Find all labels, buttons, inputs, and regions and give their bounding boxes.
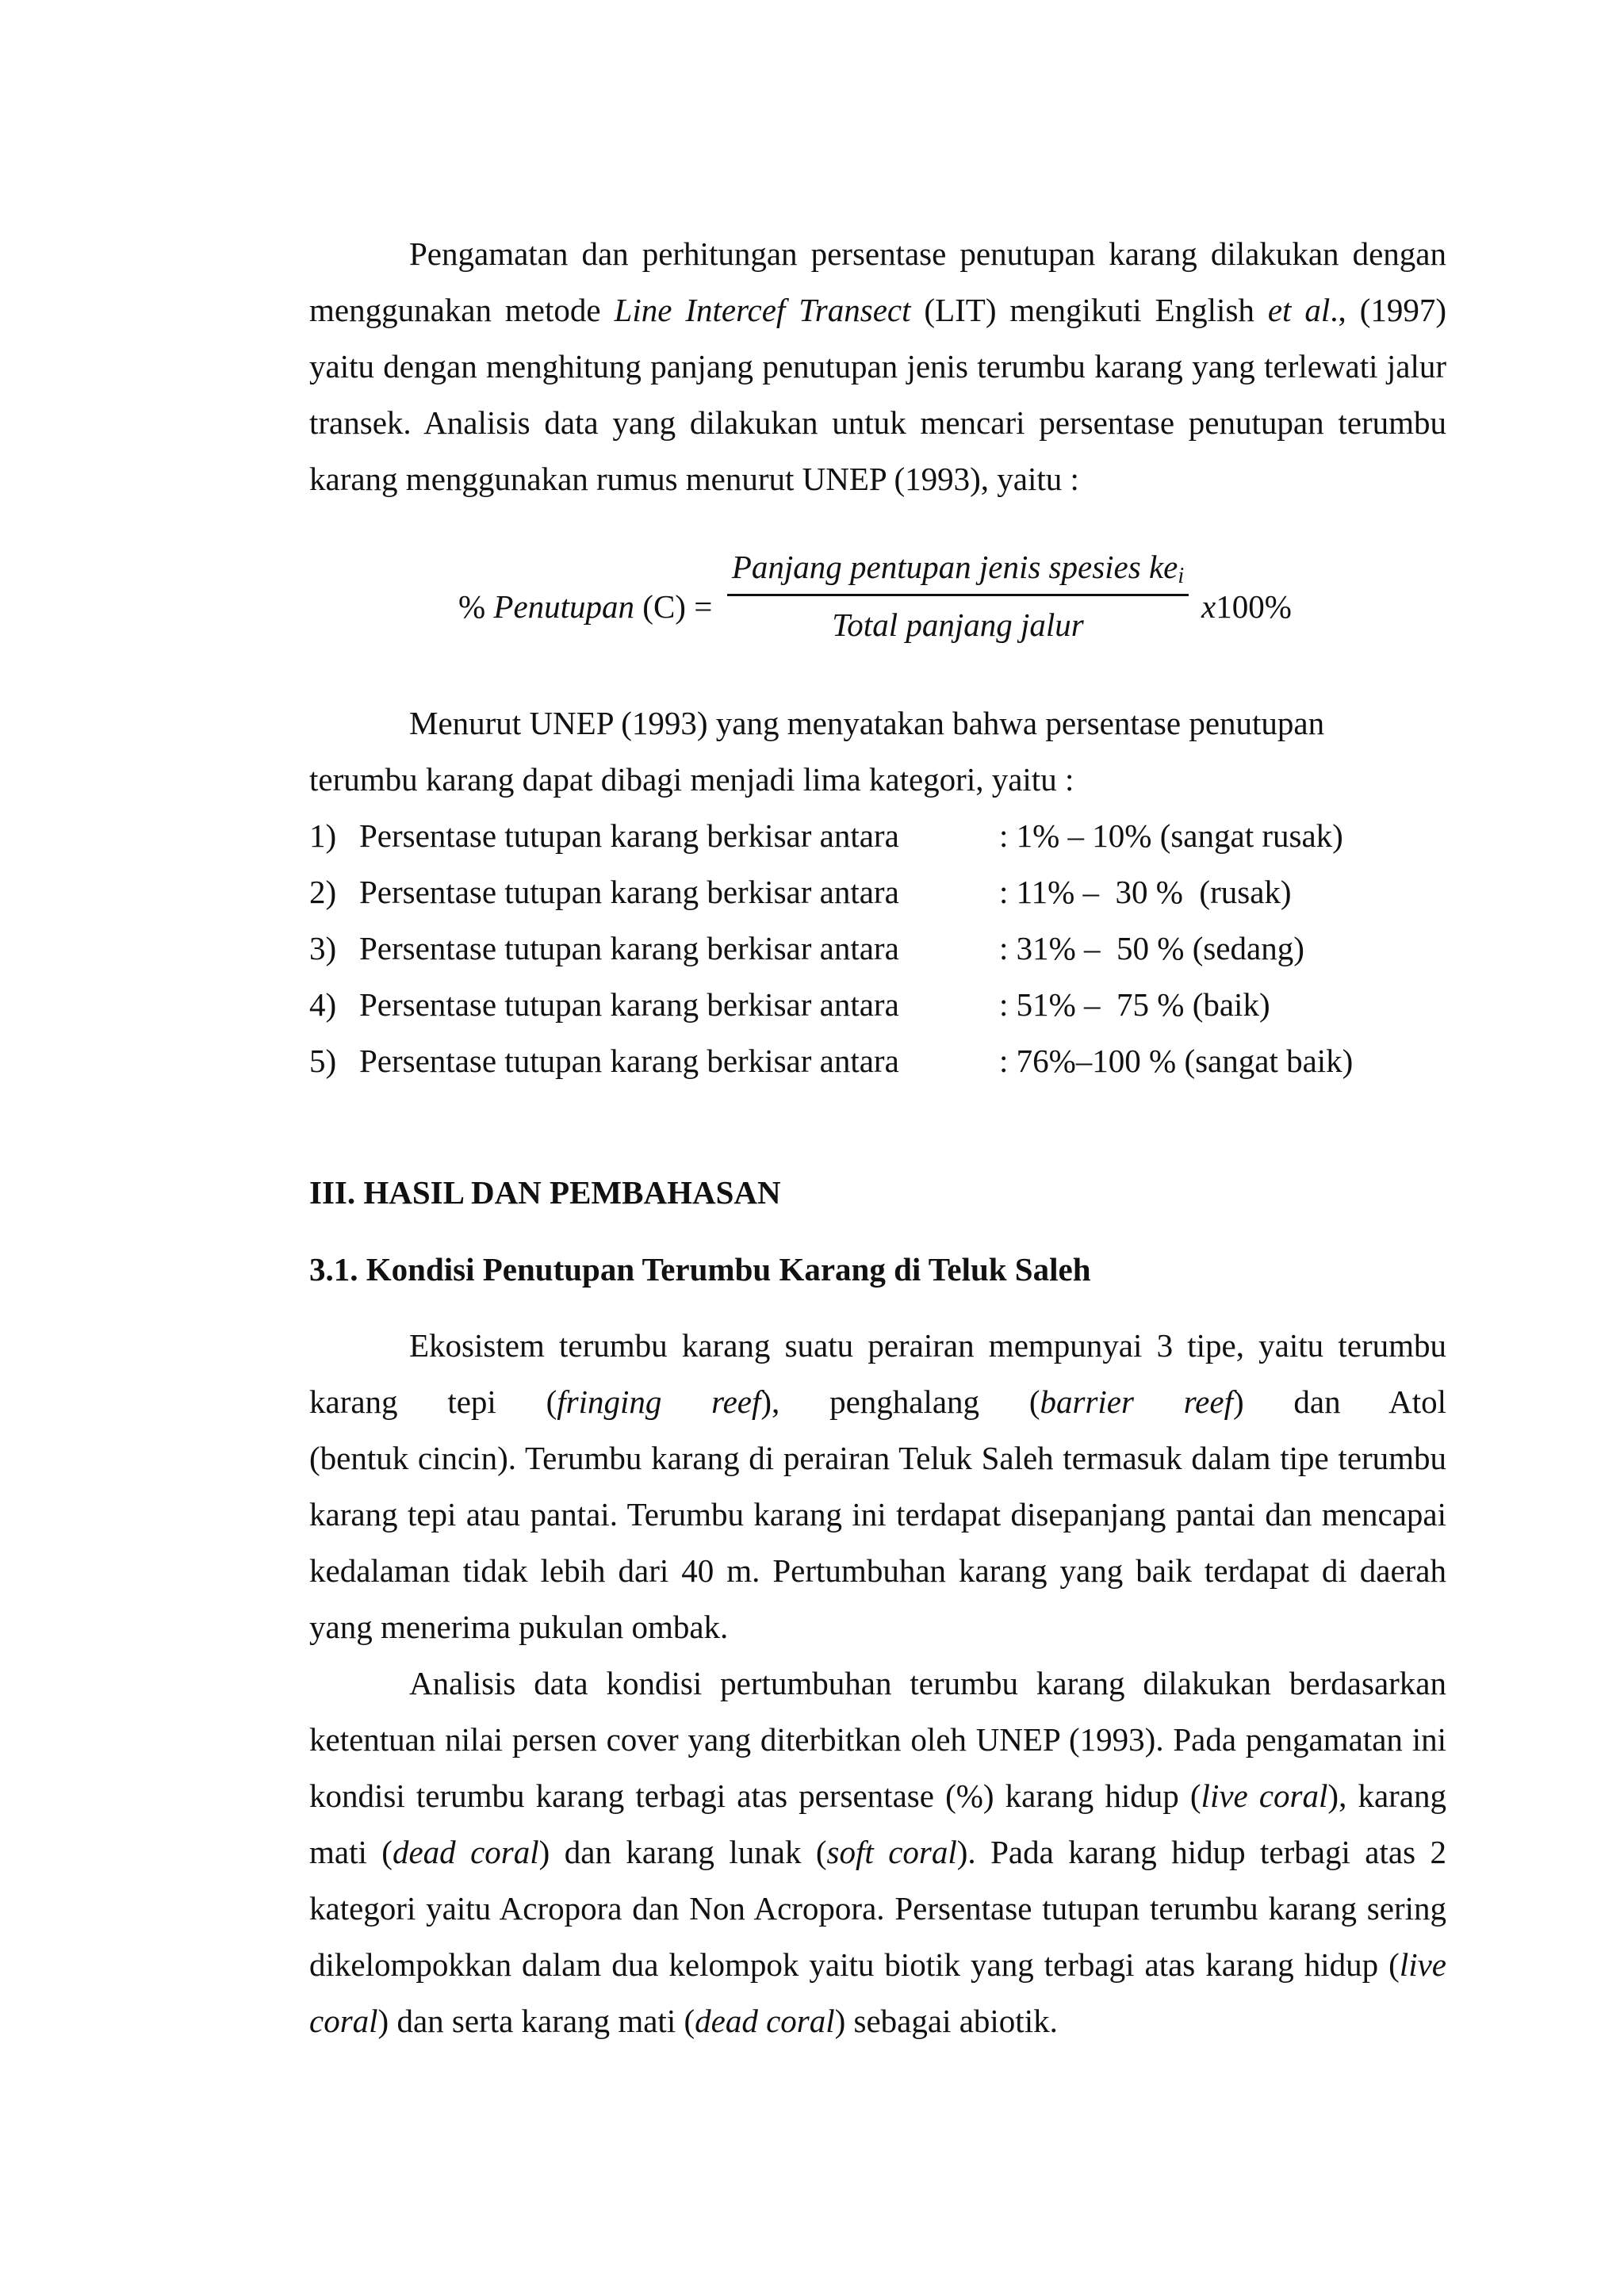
formula-percent-sign: %	[458, 588, 486, 625]
formula-lhs	[458, 579, 712, 635]
list-item-range: : 11% – 30 % (rusak)	[999, 874, 1292, 910]
para2	[309, 1655, 1446, 2049]
para2-text-4: ). Pada karang hidup terbagi atas 2 kategori yaitu Acropora dan Non Acropora. Persentase tutupan terumbu karang sering dikelompokkan dalam dua kelompok yaitu biotik yang terbagi atas karang hidup (	[309, 1834, 1446, 1983]
intro-text-1: Pengamatan dan perhitungan persentase penutupan karang dilakukan dengan menggunakan metode	[309, 235, 1446, 328]
fraction-bar	[727, 594, 1189, 596]
para2-text-1: Analisis data kondisi pertumbuhan terumbu karang dilakukan berdasarkan ketentuan nilai persen cover yang diterbitkan oleh UNEP (1993). Pada pengamatan ini kondisi terumbu karang terbagi atas persentase (%) karang hidup (	[309, 1665, 1446, 1814]
formula-numerator	[727, 545, 1189, 589]
barrier-reef-term: barrier reef	[1040, 1383, 1233, 1420]
list-item-description: Persentase tutupan karang berkisar antara	[359, 1043, 899, 1079]
formula-numerator-subscript: i	[1178, 564, 1185, 588]
page-content	[309, 226, 1446, 2049]
list-item-number: 5)	[309, 1043, 337, 1079]
para2-text-6: ) sebagai abiotik.	[834, 2003, 1058, 2039]
para1-text-4: ) dan Atol	[1232, 1383, 1447, 1420]
section-heading: III. HASIL DAN PEMBAHASAN	[309, 1174, 781, 1211]
para1-rest	[309, 1430, 1446, 1655]
formula-denominator: Total panjang jalur	[832, 607, 1084, 643]
intro-paragraph	[309, 226, 1446, 507]
formula-lhs-variable: (C) =	[642, 588, 713, 625]
para2-text-2: ), karang mati (	[309, 1777, 1447, 1870]
list-item-range: : 51% – 75 % (baik)	[999, 986, 1270, 1023]
formula-numerator-text: Panjang pentupan jenis spesies ke	[731, 549, 1178, 585]
para1-line1	[309, 1318, 1446, 1374]
list-item-description: Persentase tutupan karang berkisar antara	[359, 874, 899, 910]
intro-text-3: ., (1997) yaitu dengan menghitung panjang penutupan jenis terumbu karang yang terlewati jalur transek. Analisis data yang dilakukan untuk mencari persentase penutupan terumbu karang menggunakan rumus menurut UNEP (1993), yaitu :	[309, 292, 1447, 497]
list-item-number: 4)	[309, 986, 337, 1023]
list-item-number: 2)	[309, 874, 337, 910]
list-item-range: : 1% – 10% (sangat rusak)	[999, 817, 1343, 854]
para2-text-3: ) dan karang lunak (	[538, 1834, 827, 1870]
list-item	[309, 977, 1446, 1033]
list-item-description: Persentase tutupan karang berkisar antara	[359, 930, 899, 966]
list-item-range: : 31% – 50 % (sedang)	[999, 930, 1304, 966]
formula-hundred-percent: 100%	[1216, 588, 1292, 625]
et-al: et al	[1267, 292, 1331, 328]
categories-intro-text-2: terumbu karang dapat dibagi menjadi lima kategori, yaitu :	[309, 761, 1074, 798]
list-item-number: 3)	[309, 930, 337, 966]
coverage-formula	[309, 545, 1446, 665]
intro-text-2: (LIT) mengikuti English	[910, 292, 1268, 328]
para1-text-2: karang tepi (	[309, 1383, 557, 1420]
para1-text-5: (bentuk cincin). Terumbu karang di perairan Teluk Saleh termasuk dalam tipe terumbu karang tepi atau pantai. Terumbu karang ini terdapat disepanjang pantai dan mencapai kedalaman tidak lebih dari 40 m. Pertumbuhan karang yang baik terdapat di daerah yang menerima pukulan ombak.	[309, 1440, 1446, 1645]
para1-text-3: ), penghalang (	[760, 1383, 1040, 1420]
category-list	[309, 808, 1446, 1089]
list-item-description: Persentase tutupan karang berkisar antara	[359, 986, 899, 1023]
method-name: Line Intercef Transect	[614, 292, 911, 328]
formula-rhs	[1201, 579, 1292, 635]
formula-fraction	[727, 545, 1189, 647]
list-item-range: : 76%–100 % (sangat baik)	[999, 1043, 1354, 1079]
list-item	[309, 808, 1446, 864]
formula-multiply: x	[1201, 588, 1216, 625]
para1-line2	[309, 1374, 1446, 1430]
list-item	[309, 920, 1446, 977]
list-item-description: Persentase tutupan karang berkisar antara	[359, 817, 899, 854]
dead-coral-term: dead coral	[392, 1834, 539, 1870]
dead-coral-term: dead coral	[695, 2003, 835, 2039]
live-coral-term: live coral	[309, 1946, 1446, 2039]
categories-intro-text-1: Menurut UNEP (1993) yang menyatakan bahwa persentase penutupan	[409, 705, 1325, 741]
fringing-reef-term: fringing reef	[557, 1383, 761, 1420]
para2-text-5: ) dan serta karang mati (	[377, 2003, 695, 2039]
live-coral-term: live coral	[1201, 1777, 1328, 1814]
para1-text-1: Ekosistem terumbu karang suatu perairan mempunyai 3 tipe, yaitu terumbu	[409, 1327, 1446, 1364]
list-item	[309, 864, 1446, 920]
categories-intro-line2	[309, 752, 1446, 808]
categories-intro-line1	[309, 695, 1446, 752]
soft-coral-term: soft coral	[826, 1834, 957, 1870]
subsection-heading: 3.1. Kondisi Penutupan Terumbu Karang di Teluk Saleh	[309, 1251, 1091, 1288]
list-item-number: 1)	[309, 817, 337, 854]
formula-lhs-label: Penutupan	[493, 588, 635, 625]
list-item	[309, 1033, 1446, 1089]
